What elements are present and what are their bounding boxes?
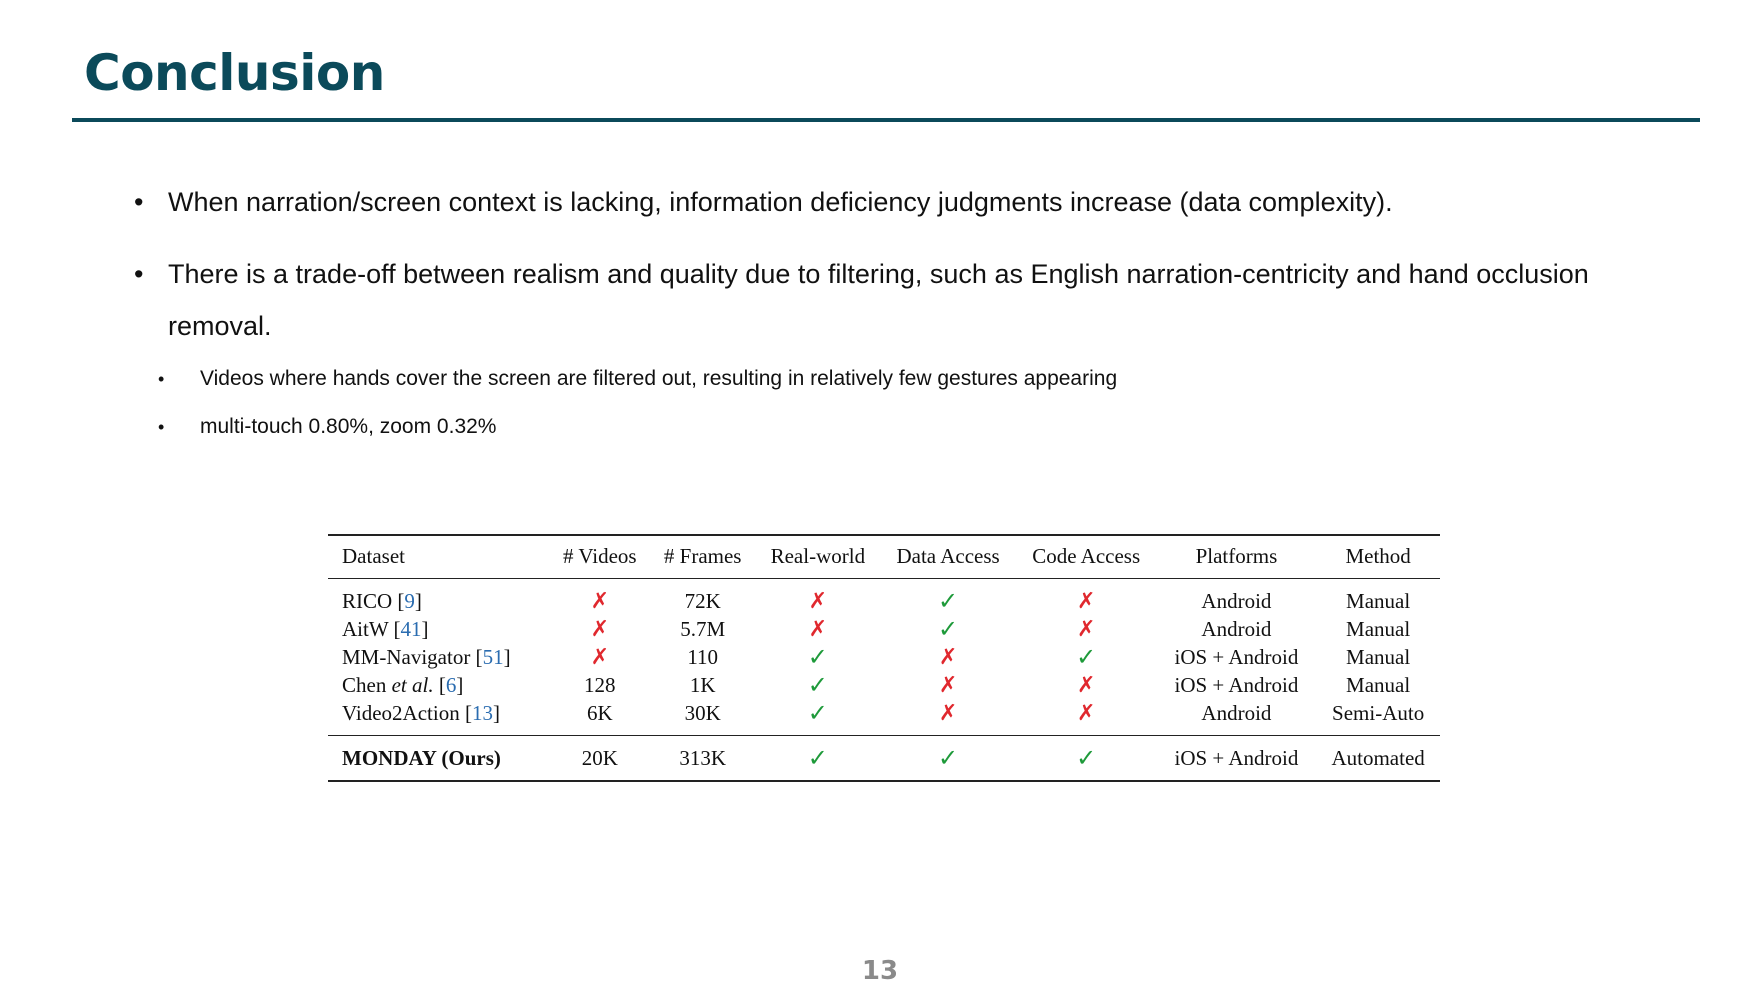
table-header-row — [328, 535, 1440, 579]
header-cell: # Videos — [562, 544, 637, 568]
bullet-list — [134, 176, 1614, 462]
platforms-cell: iOS + Android — [1174, 745, 1299, 770]
check-icon: ✓ — [1076, 744, 1097, 772]
frames-cell: 1K — [689, 672, 716, 697]
videos-cell: 20K — [581, 745, 618, 770]
header-cell: Platforms — [1195, 544, 1278, 568]
frames-cell: 110 — [687, 644, 719, 669]
cross-icon: ✗ — [1076, 700, 1096, 726]
cross-icon: ✗ — [938, 672, 958, 698]
platforms-cell: Android — [1201, 588, 1272, 613]
frames-cell: 5.7M — [680, 616, 726, 641]
bullet-dot-icon: • — [158, 369, 165, 389]
cross-icon: ✗ — [590, 616, 610, 642]
page-number: 13 — [861, 956, 899, 986]
frames-cell: 30K — [684, 700, 721, 725]
dataset-cell: MM-Navigator [51] — [342, 644, 511, 669]
method-cell: Automated — [1331, 745, 1425, 770]
sub-bullet-text: Videos where hands cover the screen are filtered out, resulting in relatively few gestures appearing — [200, 367, 1118, 390]
header-cell: # Frames — [663, 544, 742, 568]
cross-icon: ✗ — [808, 588, 828, 614]
dataset-cell: MONDAY (Ours) — [342, 745, 501, 770]
check-icon: ✓ — [938, 615, 959, 643]
table-row — [328, 643, 1440, 671]
header-cell: Method — [1345, 544, 1411, 568]
cross-icon: ✗ — [938, 700, 958, 726]
bullet-dot-icon: • — [134, 259, 144, 289]
table-row — [328, 699, 1440, 736]
dataset-cell: Video2Action [13] — [342, 700, 500, 725]
platforms-cell: iOS + Android — [1174, 644, 1299, 669]
dataset-cell: AitW [41] — [342, 616, 429, 641]
comparison-table — [328, 534, 1440, 782]
method-cell: Semi-Auto — [1332, 700, 1425, 725]
check-icon: ✓ — [807, 699, 828, 727]
citation-link[interactable]: 6 — [445, 672, 457, 697]
cross-icon: ✗ — [938, 644, 958, 670]
method-cell: Manual — [1346, 644, 1411, 669]
check-icon: ✓ — [938, 587, 959, 615]
header-cell: Real-world — [770, 544, 866, 568]
table-row — [328, 579, 1440, 616]
platforms-cell: Android — [1201, 700, 1272, 725]
title-rule — [72, 118, 1700, 122]
header-cell: Dataset — [342, 544, 405, 568]
check-icon: ✓ — [1076, 643, 1097, 671]
sub-bullet-item — [134, 412, 1614, 442]
bullet-text: When narration/screen context is lacking, information deficiency judgments increase (data complexity). — [168, 187, 1393, 217]
table-row-ours — [328, 736, 1440, 782]
bullet-item — [134, 176, 1614, 228]
bullet-item — [134, 248, 1614, 352]
citation-link[interactable]: 9 — [404, 588, 415, 613]
method-cell: Manual — [1346, 588, 1411, 613]
header-cell: Data Access — [896, 544, 1000, 568]
platforms-cell: iOS + Android — [1174, 672, 1299, 697]
table-row — [328, 671, 1440, 699]
check-icon: ✓ — [807, 744, 828, 772]
header-cell: Code Access — [1032, 544, 1141, 568]
citation-link[interactable]: 51 — [482, 644, 504, 669]
dataset-cell: Chen et al. [6] — [342, 672, 464, 697]
dataset-cell: RICO [9] — [342, 588, 422, 613]
citation-link[interactable]: 13 — [471, 700, 493, 725]
cross-icon: ✗ — [808, 616, 828, 642]
check-icon: ✓ — [807, 643, 828, 671]
videos-cell: 6K — [586, 700, 613, 725]
cross-icon: ✗ — [1076, 588, 1096, 614]
cross-icon: ✗ — [590, 644, 610, 670]
citation-link[interactable]: 41 — [400, 616, 422, 641]
table-row — [328, 615, 1440, 643]
check-icon: ✓ — [807, 671, 828, 699]
frames-cell: 313K — [679, 745, 727, 770]
check-icon: ✓ — [938, 744, 959, 772]
platforms-cell: Android — [1201, 616, 1272, 641]
sub-bullet-text: multi-touch 0.80%, zoom 0.32% — [200, 415, 497, 438]
frames-cell: 72K — [684, 588, 721, 613]
method-cell: Manual — [1346, 616, 1411, 641]
sub-bullet-item — [134, 364, 1614, 394]
cross-icon: ✗ — [1076, 616, 1096, 642]
slide-title: Conclusion — [84, 44, 385, 102]
bullet-text: There is a trade-off between realism and quality due to filtering, such as English narration-centricity and hand occlusion removal. — [168, 259, 1589, 341]
method-cell: Manual — [1346, 672, 1411, 697]
cross-icon: ✗ — [590, 588, 610, 614]
cross-icon: ✗ — [1076, 672, 1096, 698]
bullet-dot-icon: • — [158, 417, 165, 437]
bullet-dot-icon: • — [134, 187, 144, 217]
videos-cell: 128 — [584, 672, 616, 697]
